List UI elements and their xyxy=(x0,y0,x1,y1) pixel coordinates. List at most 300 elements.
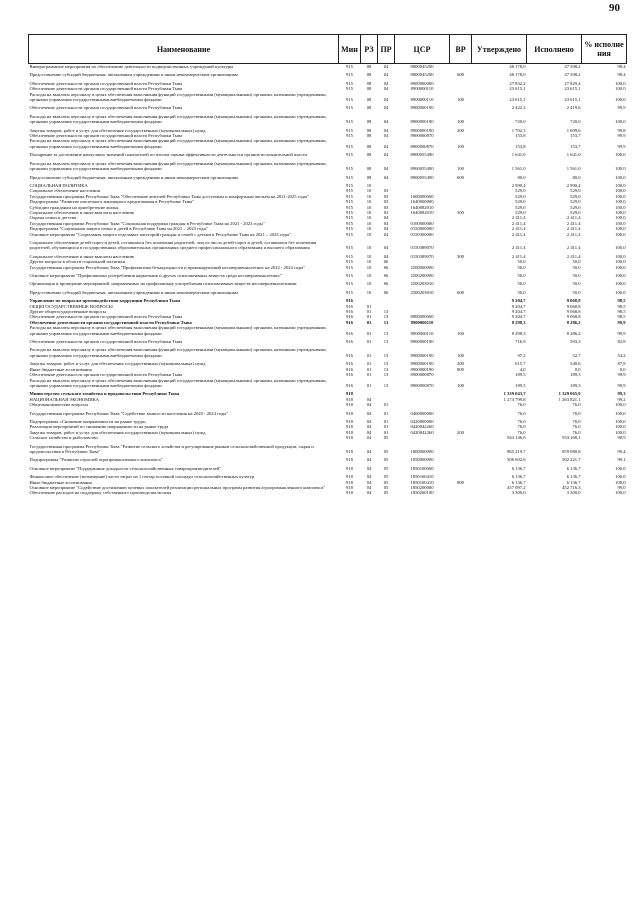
cell-executed: 9 068,8 xyxy=(566,303,581,309)
cell-percent: 98,4 xyxy=(617,72,626,78)
cell-vr xyxy=(450,102,472,110)
cell-pr: 04 xyxy=(383,86,389,92)
cell-csr xyxy=(395,388,450,396)
cell-pr: 06 xyxy=(383,259,389,265)
cell-approved: 153,8 xyxy=(515,143,526,149)
cell-approved: 2 411,4 xyxy=(511,215,526,221)
cell-approved: 153,8 xyxy=(515,133,526,139)
header-min: Мин xyxy=(339,35,361,64)
cell-min: 915 xyxy=(346,226,353,232)
cell-pr: 13 xyxy=(383,361,389,367)
cell-csr: 8900055490 xyxy=(410,166,434,172)
cell-name: Финансовое обеспечение (возмещение) части затрат на 1 гектар посевной площади сельскохозяйственных культур xyxy=(29,474,255,480)
cell-name: НАЦИОНАЛЬНАЯ ЭКОНОМИКА xyxy=(29,396,100,402)
cell-vr xyxy=(450,295,472,303)
cell-executed: 1 641,0 xyxy=(566,152,581,158)
cell-rz: 04 xyxy=(366,418,372,424)
cell-executed: 452 716,3 xyxy=(562,485,581,490)
table-row xyxy=(29,463,627,471)
cell-rz: 08 xyxy=(366,72,372,78)
cell-csr: 8900000190 xyxy=(410,361,434,367)
cell-rz: 08 xyxy=(366,80,372,86)
cell-approved: 529,0 xyxy=(515,188,526,194)
cell-pr: 13 xyxy=(383,372,389,378)
table-row xyxy=(29,471,627,479)
cell-rz: 08 xyxy=(366,166,372,172)
cell-pr: 05 xyxy=(383,465,389,471)
cell-executed: 23 615,1 xyxy=(564,97,581,103)
cell-name: Расходы на выплаты персоналу в целях обеспечения выполнения функций государственными (муниципальными) органами, казенными учреждениями, органами управления государственными внебюджетными фондами xyxy=(29,377,327,388)
cell-executed: 540,6 xyxy=(570,361,581,367)
cell-percent: 100,0 xyxy=(615,226,626,232)
cell-min: 915 xyxy=(346,174,353,180)
cell-name: Обеспечение деятельности органов государственной власти Республики Тыва xyxy=(29,105,183,111)
cell-min: 916 xyxy=(346,298,353,304)
cell-executed: 529,0 xyxy=(570,193,581,199)
table-row xyxy=(29,344,627,358)
cell-percent: 99,0 xyxy=(617,485,626,490)
cell-pr: 13 xyxy=(383,319,389,325)
cell-vr: 300 xyxy=(457,253,464,259)
cell-csr: 8900000190 xyxy=(410,127,434,133)
cell-percent: 100,0 xyxy=(615,152,626,158)
cell-executed: 50,0 xyxy=(572,281,581,287)
cell-percent: 98,5 xyxy=(617,298,626,304)
cell-vr xyxy=(450,237,472,251)
cell-rz: 10 xyxy=(366,188,372,194)
cell-rz xyxy=(361,388,378,396)
cell-percent: 99,9 xyxy=(617,143,626,149)
cell-approved: 9 204,7 xyxy=(511,314,526,320)
table-row xyxy=(29,125,627,133)
cell-csr: 1640082010 xyxy=(410,209,434,215)
cell-pr: 13 xyxy=(383,314,389,320)
cell-name: Иные бюджетные ассигнования xyxy=(29,479,92,485)
cell-approved: 50,0 xyxy=(517,281,526,287)
cell-name: СОЦИАЛЬНАЯ ПОЛИТИКА xyxy=(29,182,88,188)
cell-rz: 08 xyxy=(366,143,372,149)
cell-csr: 1800000000 xyxy=(410,448,434,454)
cell-approved: 2 411,4 xyxy=(511,231,526,237)
cell-name: Социальное обеспечение населения xyxy=(29,188,100,194)
cell-percent: 100,0 xyxy=(615,209,626,215)
cell-executed: 27 829,4 xyxy=(564,80,581,86)
cell-name: Обеспечение деятельности органов государственной власти Республики Тыва xyxy=(29,314,183,320)
cell-pr: 04 xyxy=(383,127,389,133)
cell-percent: 0,0 xyxy=(619,366,626,372)
cell-name: Субсидии гражданам на приобретение жилья xyxy=(29,204,119,210)
cell-name: Расходы на выплаты персоналу в целях обеспечения выполнения функций государственными (муниципальными) органами, казенными учреждениями, органами управления государственными внебюджетными фондами xyxy=(29,113,327,125)
cell-rz: 08 xyxy=(366,64,372,69)
cell-pr xyxy=(378,388,395,396)
cell-percent: 98,5 xyxy=(617,303,626,309)
cell-vr xyxy=(450,149,472,157)
cell-executed: 8 286,2 xyxy=(566,319,581,325)
cell-rz: 01 xyxy=(366,372,372,378)
cell-vr: 800 xyxy=(457,479,464,485)
cell-vr xyxy=(450,388,472,396)
cell-vr xyxy=(450,454,472,462)
cell-executed: 47 398,2 xyxy=(564,72,581,78)
cell-name: Организация и проведение мероприятий, направленных на профилактику употребления психоактивных веществ несовершеннолетними xyxy=(29,281,297,287)
cell-rz: 10 xyxy=(366,245,372,251)
table-row xyxy=(29,92,627,103)
cell-approved: 189,5 xyxy=(515,382,526,388)
cell-percent: 100,0 xyxy=(615,264,626,270)
cell-csr: 8900000190 xyxy=(410,352,434,358)
cell-rz: 10 xyxy=(366,220,372,226)
cell-rz: 10 xyxy=(366,193,372,199)
cell-percent: 100,0 xyxy=(615,245,626,251)
cell-rz: 10 xyxy=(366,231,372,237)
cell-rz: 10 xyxy=(366,253,372,259)
cell-rz: 01 xyxy=(366,339,372,345)
cell-approved: 2 990,4 xyxy=(511,182,526,188)
cell-percent: 99,1 xyxy=(617,457,626,463)
cell-csr: 2500203010 xyxy=(410,289,434,295)
cell-rz: 01 xyxy=(366,309,372,315)
cell-approved: 76,0 xyxy=(517,402,526,408)
table-row xyxy=(29,172,627,180)
cell-executed: 2 411,4 xyxy=(566,220,581,226)
cell-pr: 05 xyxy=(383,474,389,480)
cell-approved: 23 615,1 xyxy=(509,97,526,103)
cell-approved: 76,0 xyxy=(517,418,526,424)
cell-min: 915 xyxy=(346,220,353,226)
cell-vr: 300 xyxy=(457,209,464,215)
cell-rz: 10 xyxy=(366,289,372,295)
cell-pr: 04 xyxy=(383,133,389,139)
cell-percent: 98,9 xyxy=(617,435,626,441)
cell-approved: 48 178,0 xyxy=(509,72,526,78)
cell-approved: 1 273 799,8 xyxy=(503,396,526,402)
cell-min: 915 xyxy=(346,64,353,69)
cell-csr: 8900000870 xyxy=(410,382,434,388)
cell-min: 918 xyxy=(346,448,353,454)
cell-approved: 4,0 xyxy=(519,366,526,372)
cell-csr: 0150389070 xyxy=(410,245,434,251)
cell-percent: 82,8 xyxy=(617,339,626,345)
cell-min: 916 xyxy=(346,352,353,358)
cell-percent: 100,0 xyxy=(615,119,626,125)
cell-name: Реализация мероприятий по снижению напряженности на рынке труда xyxy=(29,424,169,430)
cell-pr: 05 xyxy=(383,490,389,496)
cell-csr: 8900000000 xyxy=(410,314,434,320)
cell-name: Закупка товаров, работ и услуг для обеспечения государственных (муниципальных) нужд xyxy=(29,361,206,367)
cell-pr xyxy=(378,295,395,303)
table-row xyxy=(29,102,627,110)
cell-pr: 05 xyxy=(383,479,389,485)
cell-csr: 1640082010 xyxy=(410,204,434,210)
cell-vr xyxy=(450,441,472,455)
cell-vr: 600 xyxy=(457,289,464,295)
cell-pr: 03 xyxy=(383,209,389,215)
cell-rz: 10 xyxy=(366,209,372,215)
cell-approved: 6 136,7 xyxy=(511,465,526,471)
cell-vr: 200 xyxy=(457,361,464,367)
cell-executed: 0,0 xyxy=(574,366,581,372)
cell-rz: 08 xyxy=(366,133,372,139)
cell-min: 918 xyxy=(346,391,353,397)
cell-rz: 01 xyxy=(366,319,372,325)
cell-executed: 933 168,1 xyxy=(562,435,581,441)
cell-min: 916 xyxy=(346,339,353,345)
cell-name: Расходы на выплаты персоналу в целях обеспечения выполнения функций государственными (муниципальными) органами, казенными учреждениями, органами управления государственными внебюджетными фондами xyxy=(29,325,327,336)
cell-pr: 06 xyxy=(383,281,389,287)
table-row xyxy=(29,138,627,149)
cell-min: 915 xyxy=(346,264,353,270)
cell-csr: 1850160410 xyxy=(410,474,434,480)
cell-percent: 87,8 xyxy=(617,361,626,367)
cell-approved: 2 422,3 xyxy=(511,105,526,111)
cell-executed: 153,7 xyxy=(570,133,581,139)
cell-pr: 13 xyxy=(383,309,389,315)
cell-csr: 1850000000 xyxy=(410,457,434,463)
cell-executed: 2 411,4 xyxy=(566,231,581,237)
cell-min: 915 xyxy=(346,188,353,194)
cell-percent: 100,0 xyxy=(615,220,626,226)
table-row xyxy=(29,490,627,495)
cell-name: Обеспечение расходов на поддержку собственного производства молока xyxy=(29,490,172,496)
cell-name: Сельское хозяйство и рыболовство xyxy=(29,435,98,441)
cell-csr: 8900000000 xyxy=(410,80,434,86)
cell-name: Обеспечение деятельности органов государственной власти Республики Тыва xyxy=(29,80,183,86)
cell-executed: 76,0 xyxy=(572,410,581,416)
cell-min: 915 xyxy=(346,152,353,158)
table-row xyxy=(29,388,627,396)
cell-vr: 100 xyxy=(457,352,464,358)
cell-executed: 2 419,6 xyxy=(566,105,581,111)
cell-pr: 04 xyxy=(383,143,389,149)
cell-approved: 97,2 xyxy=(517,352,526,358)
cell-percent: 100,0 xyxy=(615,231,626,237)
cell-vr: 100 xyxy=(457,166,464,172)
cell-executed: 9 068,8 xyxy=(566,309,581,315)
cell-name: ОБЩЕГОСУДАРСТВЕННЫЕ ВОПРОСЫ xyxy=(29,303,113,309)
cell-csr: 8800045200 xyxy=(410,64,434,69)
cell-percent: 99,9 xyxy=(617,330,626,336)
cell-approved: 6 136,7 xyxy=(511,479,526,485)
cell-vr: 200 xyxy=(457,127,464,133)
cell-rz: 01 xyxy=(366,314,372,320)
cell-executed: 1 561,0 xyxy=(566,166,581,172)
cell-min: 916 xyxy=(346,330,353,336)
cell-rz: 01 xyxy=(366,361,372,367)
cell-percent: 100,0 xyxy=(615,193,626,199)
cell-approved: 2 411,4 xyxy=(511,245,526,251)
cell-percent: 100,0 xyxy=(615,199,626,205)
cell-name: Другие общегосударственные вопросы xyxy=(29,309,106,315)
cell-csr: 1600000000 xyxy=(410,193,434,199)
cell-min: 915 xyxy=(346,209,353,215)
cell-executed: 23 615,1 xyxy=(564,86,581,92)
header-name: Наименование xyxy=(29,35,339,64)
cell-min: 915 xyxy=(346,133,353,139)
cell-pr: 01 xyxy=(383,402,389,408)
cell-min: 915 xyxy=(346,204,353,210)
cell-min: 918 xyxy=(346,457,353,463)
cell-csr: 8900055490 xyxy=(410,174,434,180)
cell-csr: 0150000000 xyxy=(410,226,434,232)
cell-approved: 8 298,3 xyxy=(511,330,526,336)
cell-executed: 50,0 xyxy=(572,273,581,278)
cell-min: 918 xyxy=(346,429,353,435)
cell-percent: 100,0 xyxy=(615,174,626,180)
cell-approved: 9 204,7 xyxy=(511,309,526,315)
cell-approved: 23 615,1 xyxy=(509,86,526,92)
cell-approved: 9 204,7 xyxy=(511,303,526,309)
cell-vr: 100 xyxy=(457,97,464,103)
cell-executed: 50,0 xyxy=(572,264,581,270)
table-row xyxy=(29,149,627,157)
cell-percent: 100,0 xyxy=(615,424,626,430)
cell-name: Обеспечение деятельности органов государственной власти Республики Тыва xyxy=(29,372,183,378)
cell-min: 916 xyxy=(346,361,353,367)
cell-name: Подпрограмма "Развитие ипотечного жилищного кредитования в Республике Тыва" xyxy=(29,199,194,205)
cell-approved: 529,0 xyxy=(515,199,526,205)
cell-name: Общеэкономические вопросы xyxy=(29,402,89,408)
cell-rz: 08 xyxy=(366,174,372,180)
table-row xyxy=(29,180,627,188)
table-row xyxy=(29,78,627,86)
cell-min: 916 xyxy=(346,314,353,320)
cell-rz: 01 xyxy=(366,366,372,372)
cell-name: Подпрограмма «Снижение напряженности на рынке труда» xyxy=(29,418,147,424)
cell-percent: 100,0 xyxy=(615,490,626,496)
cell-rz: 04 xyxy=(366,429,372,435)
cell-approved: 3 300,0 xyxy=(511,490,526,496)
cell-percent: 99,4 xyxy=(617,448,626,454)
cell-pr: 06 xyxy=(383,273,389,278)
cell-vr xyxy=(450,416,472,424)
cell-pr: 04 xyxy=(383,245,389,251)
cell-executed: 6 136,7 xyxy=(566,465,581,471)
cell-min: 915 xyxy=(346,72,353,78)
cell-min: 918 xyxy=(346,479,353,485)
cell-percent: 100,0 xyxy=(615,281,626,287)
cell-executed: 1 699,6 xyxy=(566,127,581,133)
cell-pr: 04 xyxy=(383,166,389,172)
cell-approved: 529,0 xyxy=(515,209,526,215)
cell-pr: 05 xyxy=(383,435,389,441)
cell-approved: 50,0 xyxy=(517,259,526,265)
cell-csr: 8900000110 xyxy=(410,319,434,325)
cell-executed: 189,3 xyxy=(570,382,581,388)
cell-executed: 6 136,7 xyxy=(566,474,581,480)
header-approved: Утверждено xyxy=(472,35,527,64)
cell-executed: 2 411,4 xyxy=(566,226,581,232)
cell-min: 918 xyxy=(346,474,353,480)
cell-csr: 1850100000 xyxy=(410,465,434,471)
cell-rz: 10 xyxy=(366,259,372,265)
cell-vr xyxy=(450,471,472,479)
cell-min: 918 xyxy=(346,418,353,424)
cell-pr: 01 xyxy=(383,429,389,435)
cell-executed: 593,3 xyxy=(570,339,581,345)
cell-executed: 720,0 xyxy=(570,119,581,125)
cell-approved: 50,0 xyxy=(517,273,526,278)
cell-csr: 0100000000 xyxy=(410,220,434,226)
cell-min: 916 xyxy=(346,382,353,388)
cell-executed: 529,0 xyxy=(570,209,581,215)
table-header-row xyxy=(29,35,627,64)
cell-min: 918 xyxy=(346,396,353,402)
cell-approved: 529,0 xyxy=(515,193,526,199)
cell-pr: 01 xyxy=(383,410,389,416)
cell-csr: 8900000190 xyxy=(410,105,434,111)
cell-pr: 04 xyxy=(383,80,389,86)
cell-csr: 1850200000 xyxy=(410,485,434,490)
cell-name: Социальное обеспечение и иные выплаты населению xyxy=(29,209,135,215)
cell-vr: 100 xyxy=(457,330,464,336)
cell-name: Министерство сельского хозяйства и продовольствия Республики Тыва xyxy=(29,391,180,397)
cell-vr xyxy=(450,78,472,86)
cell-rz: 10 xyxy=(366,281,372,287)
cell-percent: 100,0 xyxy=(615,273,626,278)
cell-min: 915 xyxy=(346,166,353,172)
cell-name: Основное мероприятие "Содействие достижению целевых показателей реализации региональных программ развития агропромышленного комплекса" xyxy=(29,485,326,490)
cell-csr: 2500200000 xyxy=(410,273,434,278)
cell-approved: 2 411,4 xyxy=(511,226,526,232)
cell-executed: 76,0 xyxy=(572,429,581,435)
table-row xyxy=(29,325,627,336)
cell-approved: 50,0 xyxy=(517,289,526,295)
table-row xyxy=(29,441,627,455)
cell-approved: 27 832,2 xyxy=(509,80,526,86)
cell-pr: 04 xyxy=(383,226,389,232)
cell-vr: 100 xyxy=(457,119,464,125)
cell-rz: 10 xyxy=(366,226,372,232)
table-row xyxy=(29,378,627,389)
cell-pr xyxy=(378,180,395,188)
cell-executed: 189,3 xyxy=(570,372,581,378)
cell-approved: 506 602,6 xyxy=(507,457,526,463)
cell-rz: 04 xyxy=(366,396,372,402)
cell-executed: 502 221,7 xyxy=(562,457,581,463)
cell-min: 916 xyxy=(346,303,353,309)
cell-pr: 06 xyxy=(383,264,389,270)
cell-approved: 50,0 xyxy=(517,264,526,270)
cell-name: Государственная программа Республики Тыва "Профилактика безнадзорности и правонарушений несовершеннолетних на 2022 - 2024 годы" xyxy=(29,264,306,270)
cell-pr: 04 xyxy=(383,231,389,237)
table-body xyxy=(29,64,627,496)
cell-rz: 04 xyxy=(366,410,372,416)
cell-csr: 8900000870 xyxy=(410,143,434,149)
cell-approved: 189,5 xyxy=(515,372,526,378)
header-pr: ПР xyxy=(378,35,395,64)
cell-vr xyxy=(450,180,472,188)
cell-name: Расходы на выплаты персоналу в целях обеспечения выполнения функций государственными (муниципальными) органами, казенными учреждениями, органами управления государственными внебюджетными фондами xyxy=(29,138,327,149)
cell-rz: 04 xyxy=(366,485,372,490)
table-row xyxy=(29,295,627,303)
cell-csr: 2500203010 xyxy=(410,281,434,287)
cell-csr: 1850260100 xyxy=(410,490,434,496)
cell-name: Расходы на выплаты персоналу в целях обеспечения выполнения функций государственными (муниципальными) органами, казенными учреждениями, органами управления государственными внебюджетными фондами xyxy=(29,91,327,103)
cell-csr: 0400000000 xyxy=(410,410,434,416)
cell-name: Государственная программа Республики Тыва "Развитие сельского хозяйства и регулирование рынков сельскохозяйственной продукции, сырья и продовольствия в Республике Тыва" xyxy=(29,443,314,454)
cell-pr: 04 xyxy=(383,72,389,78)
table-row xyxy=(29,358,627,366)
cell-approved: 6 136,7 xyxy=(511,474,526,480)
cell-executed: 8 286,2 xyxy=(566,330,581,336)
table-row xyxy=(29,251,627,259)
cell-pr: 04 xyxy=(383,64,389,69)
cell-name: Предоставление субсидий бюджетным, автономным учреждениям и иным некоммерческим организациям xyxy=(29,72,238,78)
cell-name: Другие вопросы в области социальной политики xyxy=(29,259,126,265)
cell-pr: 13 xyxy=(383,382,389,388)
cell-percent: 100,0 xyxy=(615,402,626,408)
table-row xyxy=(29,416,627,424)
